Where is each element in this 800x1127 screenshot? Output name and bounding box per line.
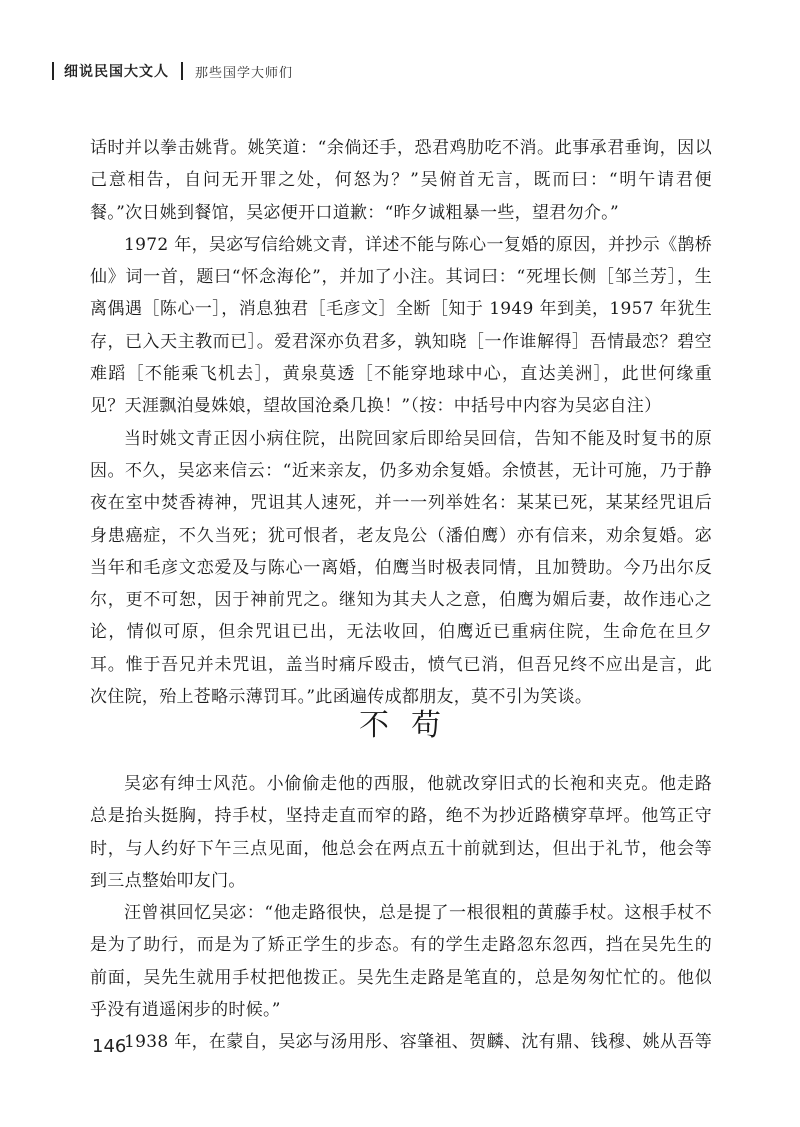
paragraph: 1938 年，在蒙自，吴宓与汤用彤、容肇祖、贺麟、沈有鼎、钱穆、姚从吾等 [124, 1032, 712, 1053]
section-2-body [90, 768, 712, 1059]
book-title: 细说民国大文人 [64, 64, 169, 80]
page-number: 146 [92, 1036, 127, 1057]
running-head-separator [181, 62, 183, 80]
section-title: 不苟 [359, 708, 463, 743]
paragraph: 当时姚文青正因小病住院，出院回家后即给吴回信，告知不能及时复书的原因。不久，吴宓来信云：“近来亲友，仍多劝余复婚。余愤甚，无计可施，乃于静夜在室中焚香祷神，咒诅其人速死，并一一列举姓名：某某已死，某某经咒诅后身患癌症，不久当死；犹可恨者，老友凫公（潘伯鹰）亦有信来，劝余复婚。宓当年和毛彦文恋爱及与陈心一离婚，伯鹰当时极表同情，且加赞助。今乃出尔反尔，更不可恕，因于神前咒之。继知为其夫人之意，伯鹰为媚后妻，故作违心之论，情似可原，但余咒诅已出，无法收回，伯鹰近已重病住院，生命危在旦夕耳。惟于吾兄并未咒诅，盖当时痛斥殴击，愤气已消，但吾兄终不应出是言，此次住院，殆上苍略示薄罚耳。”此函遍传成都朋友，莫不引为笑谈。 [90, 428, 712, 708]
section-1-body [90, 132, 712, 713]
running-head [52, 60, 293, 82]
running-head-bar [52, 62, 54, 80]
paragraph: 话时并以拳击姚背。姚笑道：“余倘还手，恐君鸡肋吃不消。此事承君垂询，因以己意相告，自问无开罪之处，何怒为？”吴俯首无言，既而曰：“明午请君便餐。”次日姚到餐馆，吴宓便开口道歉：“昨夕诚粗暴一些，望君勿介。” [90, 138, 712, 223]
paragraph: 汪曾祺回忆吴宓：“他走路很快，总是提了一根很粗的黄藤手杖。这根手杖不是为了助行，而是为了矫正学生的步态。有的学生走路忽东忽西，挡在吴先生的前面，吴先生就用手杖把他拨正。吴先生走路是笔直的，总是匆匆忙忙的。他似乎没有逍遥闲步的时候。” [90, 903, 712, 1021]
part-title: 那些国学大师们 [195, 65, 294, 81]
paragraph: 1972 年，吴宓写信给姚文青，详述不能与陈心一复婚的原因，并抄示《鹊桥仙》词一首，题曰“怀念海伦”，并加了小注。其词曰：“死埋长侧［邹兰芳］，生离偶遇［陈心一］，消息独君［毛彦文］全断［知于 1949 年到美，1957 年犹生存，已入天主教而已］。爱君深亦负君多，孰知晓［一作谁解得］吾情最恋？碧空难蹈［不能乘飞机去］，黄泉莫透［不能穿地球中心，直达美洲］，此世何缘重见？天涯飘泊曼姝娘，望故国沧桑几换！”（按：中括号中内容为吴宓自注） [90, 234, 712, 417]
paragraph: 吴宓有绅士风范。小偷偷走他的西服，他就改穿旧式的长袍和夹克。他走路总是抬头挺胸，持手杖，坚持走直而窄的路，绝不为抄近路横穿草坪。他笃正守时，与人约好下午三点见面，他总会在两点五十前就到达，但出于礼节，他会等到三点整始叩友门。 [90, 774, 712, 891]
